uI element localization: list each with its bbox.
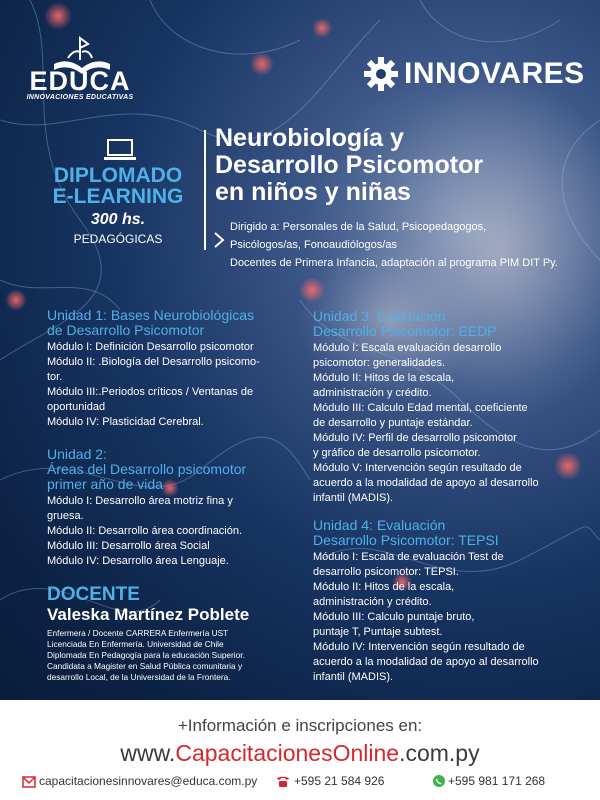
module-item: psicomotor: generalidades. [313,357,446,369]
module-item: Módulo I: Escala evaluación desarrollo [313,342,502,354]
website-link[interactable] [0,740,600,767]
module-item: Módulo IV: Perfil de desarrollo psicomotor [313,432,517,444]
unit-title: Desarrollo Psicomotor: EEDP [313,323,497,339]
unit-title: Unidad 3: Evaluación [313,308,446,324]
module-item: de desarrollo y puntaje estándar. [313,417,473,429]
module-item: Módulo IV: Plasticidad Cerebral. [47,416,204,428]
whatsapp-icon [432,774,446,788]
module-item: Módulo I: Escala de evaluación Test de [313,551,504,563]
module-item: Módulo I: Desarrollo área motriz fina y [47,495,233,507]
divider [204,130,206,250]
unit-title: Unidad 2: [47,446,107,462]
unit-title: Desarrollo Psicomotor: TEPSI [313,532,499,548]
module-item: Módulo IV: Intervención según resultado de [313,641,525,653]
teacher-bio-line: Diplomada En Pedagogía para la educación Superior. [47,650,245,660]
module-item: Módulo V: Intervención según resultado de [313,462,522,474]
module-item: Módulo II: Hitos de la escala, [313,372,455,384]
program-title-line: Neurobiología y [215,124,404,152]
module-item: puntaje T, Puntaje subtest. [313,626,443,638]
whatsapp-number[interactable]: +595 981 171 268 [448,774,546,788]
website-highlight: CapacitacionesOnline [175,740,400,766]
program-type-line2: E-LEARNING [52,185,184,208]
laptop-icon [104,138,136,162]
program-title-line: Desarrollo Psicomotor [215,151,484,179]
target-audience [230,218,590,272]
website-prefix: www. [120,740,176,766]
phone-icon [276,775,290,788]
phone-number[interactable]: +595 21 584 926 [294,774,385,788]
website-suffix: .com.py [399,740,480,766]
module-item: gruesa. [47,510,84,522]
educa-brand-name: EDUCA [29,66,131,96]
unit-4 [313,518,583,685]
target-line: Docentes de Primera Infancia, adaptación al programa PIM DIT Py. [230,257,558,269]
module-item: administración y crédito. [313,596,432,608]
module-item: tor. [47,371,63,383]
module-item: acuerdo a la modalidad de apoyo al desarrollo [313,477,539,489]
target-line: Psicólogos/as, Fonoaudiólogos/as [230,239,397,251]
module-item: Módulo III: Calculo Edad mental, coeficiente [313,402,528,414]
teacher-bio-line: desarrollo Local, de la Universidad de la Frontera. [47,672,231,682]
module-item: Módulo IV: Desarrollo área Lenguaje. [47,555,229,567]
target-line: Dirigido a: Personales de la Salud, Psicopedagogos, [230,221,487,233]
module-item: y gráfico de desarrollo psicomotor. [313,447,481,459]
teacher-bio-line: Licenciada En Enfermería. Universidad de Chile [47,639,224,649]
teacher-heading: DOCENTE [47,584,140,605]
email-link[interactable]: capacitacionesinnovares@educa.com.py [39,774,258,788]
module-item: infantil (MADIS). [313,492,394,504]
unit-title: Unidad 1: Bases Neurobiológicas [47,307,255,323]
innovares-brand-name: INNOVARES [404,57,585,90]
gear-icon [362,55,400,93]
program-hours: 300 hs. [90,211,146,228]
unit-title: Unidad 4: Evaluación [313,517,446,533]
module-item: infantil (MADIS). [313,671,394,683]
module-item: desarrollo psicomotor: TEPSI. [313,566,459,578]
program-title-line: en niños y niñas [215,178,411,206]
module-item: Módulo III: Desarrollo área Social [47,540,210,552]
program-hours-label: PEDAGÓGICAS [73,232,163,246]
teacher-bio-line: Candidata a Magister en Salud Pública comunitaria y [47,661,243,671]
module-item: Módulo III: Calculo puntaje bruto, [313,611,475,623]
unit-title: de Desarrollo Psicomotor [47,322,205,338]
unit-2 [47,447,297,569]
unit-3 [313,309,583,506]
teacher-name: Valeska Martínez Poblete [47,605,250,624]
module-item: administración y crédito. [313,387,432,399]
chevron-right-icon [213,232,225,248]
program-type [28,165,208,207]
module-item: Módulo I: Definición Desarrollo psicomotor [47,341,254,353]
teacher-bio-line: Enfermera / Docente CARRERA Enfermería UST [47,628,229,638]
module-item: Módulo II: .Biología del Desarrollo psicomo- [47,356,260,368]
educa-brand-tagline: INNOVACIONES EDUCATIVAS [26,94,134,101]
footer-info: +Información e inscripciones en: [177,716,423,735]
unit-1 [47,308,297,430]
unit-title: Áreas del Desarrollo psicomotor [47,461,247,477]
module-item: Módulo II: Desarrollo área coordinación. [47,525,243,537]
teacher-bio [47,628,287,683]
module-item: acuerdo a la modalidad de apoyo al desarrollo [313,656,539,668]
module-item: Módulo III:.Periodos críticos / Ventanas de [47,386,254,398]
program-title [215,125,515,206]
module-item: Módulo II: Hitos de la escala, [313,581,455,593]
unit-title: primer año de vida [47,476,163,492]
program-type-line1: DIPLOMADO [53,164,183,187]
module-item: oportunidad [47,401,106,413]
email-icon [22,776,36,788]
